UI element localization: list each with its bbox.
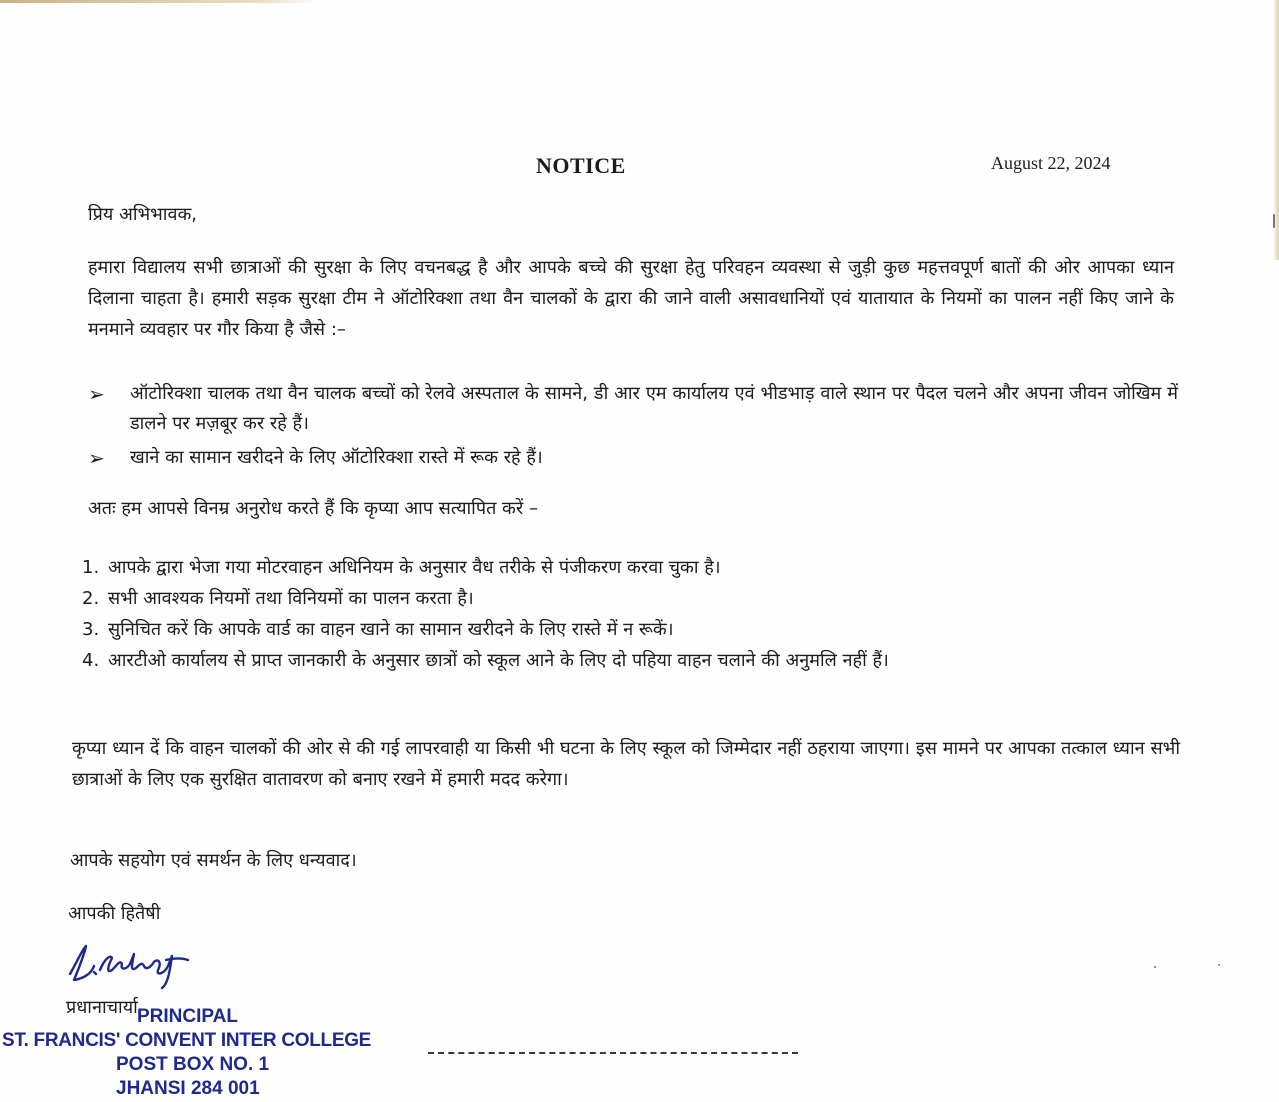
notice-title: NOTICE: [536, 153, 626, 178]
paper-speck: [1218, 964, 1220, 966]
list-item: [88, 379, 1178, 439]
notice-date: August 22, 2024: [991, 153, 1111, 173]
request-line: अतः हम आपसे विनम्र अनुरोध करते हैं कि कृप्या आप सत्यापित करें –: [88, 498, 538, 519]
list-item: [82, 614, 1082, 645]
intro-paragraph: हमारा विद्यालय सभी छात्राओं की सुरक्षा के लिए वचनबद्ध है और आपके बच्चे की सुरक्षा हेतु परिवहन व्यवस्था से जुड़ी कुछ महत्तवपूर्ण बातों की ओर आपका ध्यान दिलाना चाहता है। हमारी सड़क सुरक्षा टीम ने ऑटोरिक्शा तथा वैन चालकों के द्वारा की जाने वाली असावधानियों एवं यातायात के नियमों का पालन नहीं किए जाने के मनमाने व्यवहार पर गौर किया है जैसे :–: [88, 257, 1174, 340]
list-item-text: सुनिचित करें कि आपके वार्ड का वाहन खाने का सामान खरीदने के लिए रास्ते में न रूकें।: [108, 619, 674, 640]
stamp-line: PRINCIPAL: [137, 1006, 238, 1027]
verification-list: [82, 552, 1082, 676]
list-number: 4.: [82, 650, 100, 671]
arrow-bullet-icon: ➢: [88, 382, 105, 406]
stamp-line: JHANSI 284 001: [116, 1078, 260, 1099]
list-number: 3.: [82, 619, 100, 640]
list-item: [82, 552, 1082, 583]
list-number: 2.: [82, 588, 100, 609]
designation: प्रधानाचार्या: [66, 997, 138, 1018]
stamp-line: POST BOX NO. 1: [116, 1054, 270, 1075]
list-item: [82, 583, 1082, 614]
stamp-line: ST. FRANCIS' CONVENT INTER COLLEGE: [2, 1030, 372, 1051]
closing-line: आपकी हितैषी: [68, 903, 161, 924]
list-item-text: सभी आवश्यक नियमों तथा विनियमों का पालन करता है।: [108, 588, 474, 609]
paper-edge-top: [0, 0, 320, 3]
salutation: प्रिय अभिभावक,: [88, 204, 198, 225]
thanks-line: आपके सहयोग एवं समर्थन के लिए धन्यवाद।: [70, 850, 357, 871]
signature-dashed-line: [428, 1052, 798, 1054]
list-item: [88, 443, 1178, 473]
arrow-bullet-icon: ➢: [88, 446, 105, 470]
list-item-text: आपके द्वारा भेजा गया मोटरवाहन अधिनियम के अनुसार वैध तरीके से पंजीकरण करवा चुका है।: [108, 557, 721, 578]
list-item: [82, 645, 1098, 676]
paper-speck: [1273, 214, 1275, 228]
signature-image: [64, 940, 194, 990]
concern-list: [88, 379, 1178, 477]
warning-paragraph: कृप्या ध्यान दें कि वाहन चालकों की ओर से की गई लापरवाही या किसी भी घटना के लिए स्कूल को जिम्मेदार नहीं ठहराया जाएगा। इस मामने पर आपका तत्काल ध्यान सभी छात्राओं के लिए एक सुरक्षित वातावरण को बनाए रखने में हमारी मदद करेगा।: [72, 738, 1180, 790]
list-item-text: आरटीओ कार्यालय से प्राप्त जानकारी के अनुसार छात्रों को स्कूल आने के लिए दो पहिया वाहन चलाने की अनुमलि नहीं हैं।: [108, 650, 889, 671]
list-number: 1.: [82, 557, 100, 578]
list-item-text: ऑटोरिक्शा चालक तथा वैन चालक बच्चों को रेलवे अस्पताल के सामने, डी आर एम कार्यालय एवं भीडभाड़ वाले स्थान पर पैदल चलने और अपना जीवन जोखिम में डालने पर मज़बूर कर रहे हैं।: [130, 383, 1178, 434]
list-item-text: खाने का सामान खरीदने के लिए ऑटोरिक्शा रास्ते में रूक रहे हैं।: [130, 447, 543, 468]
paper-speck: [1154, 966, 1156, 968]
